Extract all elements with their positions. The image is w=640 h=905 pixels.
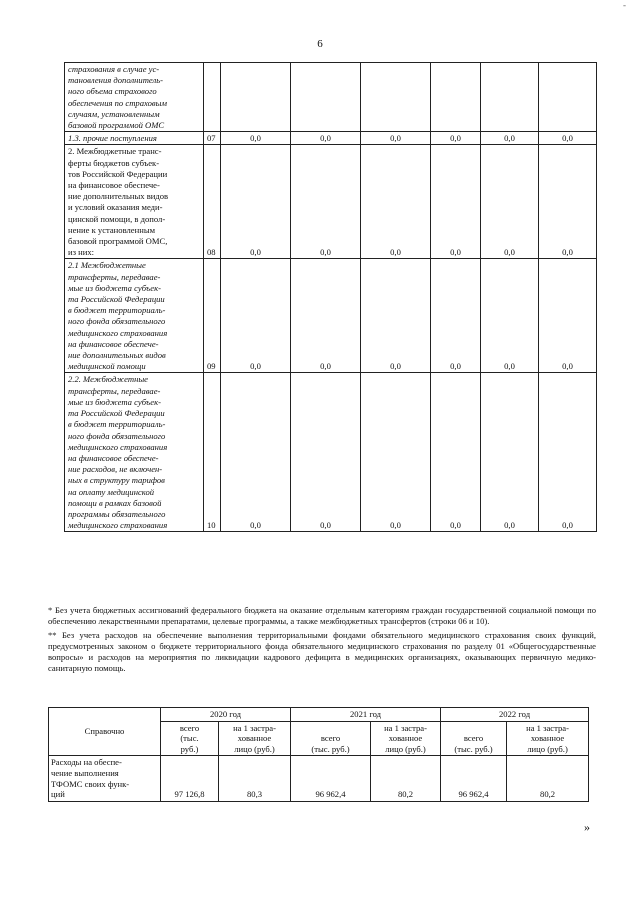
- row-name-line: 1.3. прочие поступления: [68, 133, 157, 144]
- row-value: [291, 63, 361, 132]
- ref-col-total-2020: всего (тыс. руб.): [161, 721, 219, 756]
- row-name-line: та Российской Федерации: [68, 294, 165, 305]
- row-name-line: и условий оказания меди-: [68, 202, 163, 213]
- row-name-line: ного объема страхового: [68, 86, 157, 97]
- ref-col-per-person-2021: на 1 застра- хованное лицо (руб.): [371, 721, 441, 756]
- row-name-line: из них:: [68, 247, 95, 258]
- row-code: 08: [204, 145, 221, 259]
- row-name-line: трансферты, передавае-: [68, 271, 161, 282]
- row-value: [361, 63, 431, 132]
- row-name-line: в бюджет территориаль-: [68, 305, 166, 316]
- row-name-line: мые из бюджета субъек-: [68, 282, 161, 293]
- ref-col-per-person-2020: на 1 застра- хованное лицо (руб.): [219, 721, 291, 756]
- row-value: [431, 63, 481, 132]
- row-name-line: на финансовое обеспече-: [68, 338, 159, 349]
- row-name-line: программы обязательного: [68, 508, 166, 519]
- row-value: 0,0: [431, 132, 481, 145]
- row-name-line: ферты бюджетов субъек-: [68, 157, 160, 168]
- row-name-line: мые из бюджета субъек-: [68, 396, 161, 407]
- footnotes: [48, 605, 596, 677]
- row-value: 0,0: [481, 132, 539, 145]
- row-value: 0,0: [431, 259, 481, 373]
- row-name-line: на оплату медицинской: [68, 486, 155, 497]
- row-name: [65, 373, 204, 532]
- ref-header-label: Справочно: [49, 708, 161, 756]
- row-name-line: ние расходов, не включен-: [68, 464, 163, 475]
- row-name-line: случаям, установленным: [68, 108, 160, 119]
- table-row: [65, 373, 597, 532]
- row-value: 0,0: [539, 373, 597, 532]
- row-name-line: цинской помощи, в допол-: [68, 213, 166, 224]
- row-name-line: трансферты, передавае-: [68, 385, 161, 396]
- row-name-line: на финансовое обеспече-: [68, 180, 160, 191]
- row-name: [65, 63, 204, 132]
- row-name: [65, 132, 204, 145]
- row-name: [65, 145, 204, 259]
- row-name-line: медицинского страхования: [68, 327, 168, 338]
- corner-mark: -: [623, 0, 626, 10]
- row-name-line: базовой программой ОМС,: [68, 236, 168, 247]
- row-name-line: 2.1 Межбюджетные: [68, 260, 146, 271]
- row-value: 0,0: [539, 259, 597, 373]
- table-row: [65, 63, 597, 132]
- row-value: 0,0: [431, 373, 481, 532]
- footnote-1: * Без учета бюджетных ассигнований федерального бюджета на оказание отдельным категориям граждан государственной социальной помощи по обеспечению лекарственными препаратами, целевые программы, а также межбюджетных трансфертов (строки 06 и 10).: [48, 605, 596, 626]
- table-row: [65, 145, 597, 259]
- row-name-line: тов Российской Федерации: [68, 168, 168, 179]
- row-value: 0,0: [539, 132, 597, 145]
- table-row: [65, 259, 597, 373]
- row-value: 0,0: [481, 145, 539, 259]
- row-name-line: ных в структуру тарифов: [68, 475, 165, 486]
- reference-table: [48, 707, 589, 802]
- row-name-line: страхования в случае ус-: [68, 64, 160, 74]
- row-value: [221, 63, 291, 132]
- row-value: 0,0: [361, 373, 431, 532]
- row-name-line: та Российской Федерации: [68, 408, 165, 419]
- row-value: 0,0: [361, 259, 431, 373]
- budget-table: [64, 62, 597, 532]
- row-code: 07: [204, 132, 221, 145]
- row-name-line: 2. Межбюджетные транс-: [68, 146, 162, 157]
- closing-quote: »: [584, 820, 590, 834]
- row-value: 0,0: [539, 145, 597, 259]
- ref-value: 96 962,4: [441, 756, 507, 801]
- row-value: 0,0: [291, 132, 361, 145]
- row-value: 0,0: [221, 373, 291, 532]
- ref-year-2020: 2020 год: [161, 708, 291, 722]
- ref-value: 80,3: [219, 756, 291, 801]
- table-row: [65, 132, 597, 145]
- footnote-2: ** Без учета расходов на обеспечение выполнения территориальными фондами обязательного медицинского страхования своих функций, предусмотренных законом о бюджете территориального фонда обязательного медицинского страхования по разделу 01 «Общегосударственные вопросы» и расходов на мероприятия по ликвидации кадрового дефицита в медицинских организациях, оказывающих первичную медико-санитарную помощь.: [48, 630, 596, 673]
- row-value: 0,0: [361, 145, 431, 259]
- row-value: 0,0: [291, 145, 361, 259]
- ref-row-label: Расходы на обеспе- чение выполнения ТФОМС своих функ- ций: [49, 756, 161, 801]
- row-value: [539, 63, 597, 132]
- row-name-line: 2.2. Межбюджетные: [68, 374, 148, 385]
- row-name-line: ного фонда обязательного: [68, 316, 166, 327]
- row-value: 0,0: [221, 132, 291, 145]
- ref-year-2022: 2022 год: [441, 708, 589, 722]
- row-value: 0,0: [221, 259, 291, 373]
- row-code: 09: [204, 259, 221, 373]
- row-name-line: тановления дополнитель-: [68, 75, 164, 86]
- row-name-line: помощи в рамках базовой: [68, 497, 162, 508]
- ref-value: 80,2: [371, 756, 441, 801]
- ref-col-per-person-2022: на 1 застра- хованное лицо (руб.): [507, 721, 589, 756]
- ref-col-total-2021: всего (тыс. руб.): [291, 721, 371, 756]
- row-name-line: на финансовое обеспече-: [68, 452, 159, 463]
- ref-year-2021: 2021 год: [291, 708, 441, 722]
- row-value: 0,0: [291, 373, 361, 532]
- row-value: 0,0: [221, 145, 291, 259]
- ref-value: 80,2: [507, 756, 589, 801]
- ref-value: 97 126,8: [161, 756, 219, 801]
- row-name-line: в бюджет территориаль-: [68, 419, 166, 430]
- row-value: [481, 63, 539, 132]
- row-name-line: медицинского страхования: [68, 441, 168, 452]
- row-value: 0,0: [481, 259, 539, 373]
- row-name: [65, 259, 204, 373]
- row-name-line: базовой программой ОМС: [68, 120, 165, 131]
- row-name-line: ние дополнительных видов: [68, 350, 166, 361]
- page-number: 6: [317, 38, 323, 50]
- row-name-line: ние дополнительных видов: [68, 191, 169, 202]
- row-code: 10: [204, 373, 221, 532]
- row-code: [204, 63, 221, 132]
- row-value: 0,0: [431, 145, 481, 259]
- row-value: 0,0: [361, 132, 431, 145]
- row-value: 0,0: [481, 373, 539, 532]
- row-value: 0,0: [291, 259, 361, 373]
- row-name-line: медицинской помощи: [68, 361, 146, 372]
- ref-value: 96 962,4: [291, 756, 371, 801]
- ref-col-total-2022: всего (тыс. руб.): [441, 721, 507, 756]
- row-name-line: медицинского страхования: [68, 520, 168, 531]
- row-name-line: обеспечения по страховым: [68, 97, 167, 108]
- row-name-line: нение к установленным: [68, 224, 156, 235]
- row-name-line: ного фонда обязательного: [68, 430, 166, 441]
